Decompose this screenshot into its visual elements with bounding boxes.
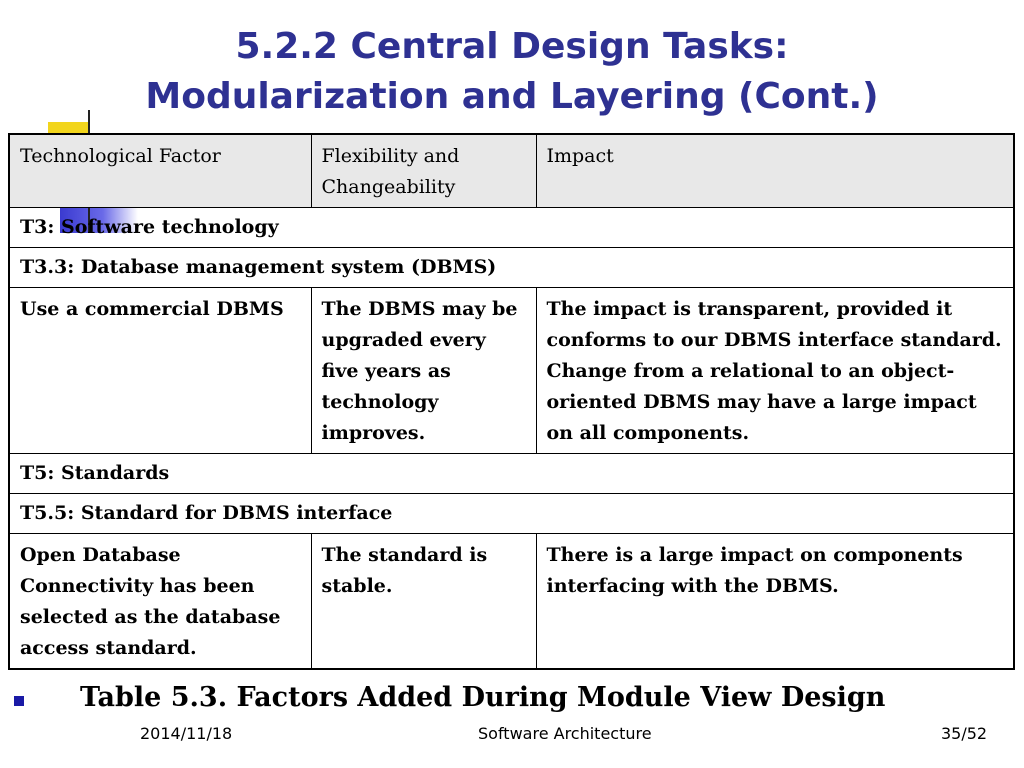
table-row bbox=[9, 454, 1014, 494]
cell-impact: The impact is transparent, provided it conforms to our DBMS interface standard. Change from a relational to an object-oriented DBMS may have a large impact on all components. bbox=[536, 288, 1014, 454]
table-caption: Table 5.3. Factors Added During Module View Design bbox=[80, 682, 886, 713]
caption-bullet-item bbox=[10, 682, 1010, 722]
table-header-row bbox=[9, 134, 1014, 208]
table-row bbox=[9, 288, 1014, 454]
footer-course-title: Software Architecture bbox=[478, 724, 652, 743]
subsection-row-dbms-interface: T5.5: Standard for DBMS interface bbox=[9, 494, 1014, 534]
square-bullet-icon bbox=[14, 696, 24, 706]
table-row bbox=[9, 534, 1014, 670]
footer-page-number: 35/52 bbox=[941, 724, 988, 743]
cell-factor: Open Database Connectivity has been selected as the database access standard. bbox=[9, 534, 311, 670]
section-row-standards: T5: Standards bbox=[9, 454, 1014, 494]
table-row bbox=[9, 248, 1014, 288]
cell-factor: Use a commercial DBMS bbox=[9, 288, 311, 454]
factors-table bbox=[8, 133, 1015, 670]
cell-flexibility: The DBMS may be upgraded every five years as technology improves. bbox=[311, 288, 536, 454]
footer-date: 2014/11/18 bbox=[140, 724, 233, 743]
table-row bbox=[9, 494, 1014, 534]
subsection-row-dbms: T3.3: Database management system (DBMS) bbox=[9, 248, 1014, 288]
slide-title bbox=[0, 22, 1024, 122]
cell-flexibility: The standard is stable. bbox=[311, 534, 536, 670]
cell-impact: There is a large impact on components interfacing with the DBMS. bbox=[536, 534, 1014, 670]
column-header-flexibility: Flexibility and Changeability bbox=[311, 134, 536, 208]
section-row-software-technology: T3: Software technology bbox=[9, 208, 1014, 248]
slide-title-line-1: 5.2.2 Central Design Tasks: bbox=[235, 26, 789, 67]
slide-title-line-2: Modularization and Layering (Cont.) bbox=[145, 76, 879, 117]
column-header-technological-factor: Technological Factor bbox=[9, 134, 311, 208]
table-row bbox=[9, 208, 1014, 248]
column-header-impact: Impact bbox=[536, 134, 1014, 208]
